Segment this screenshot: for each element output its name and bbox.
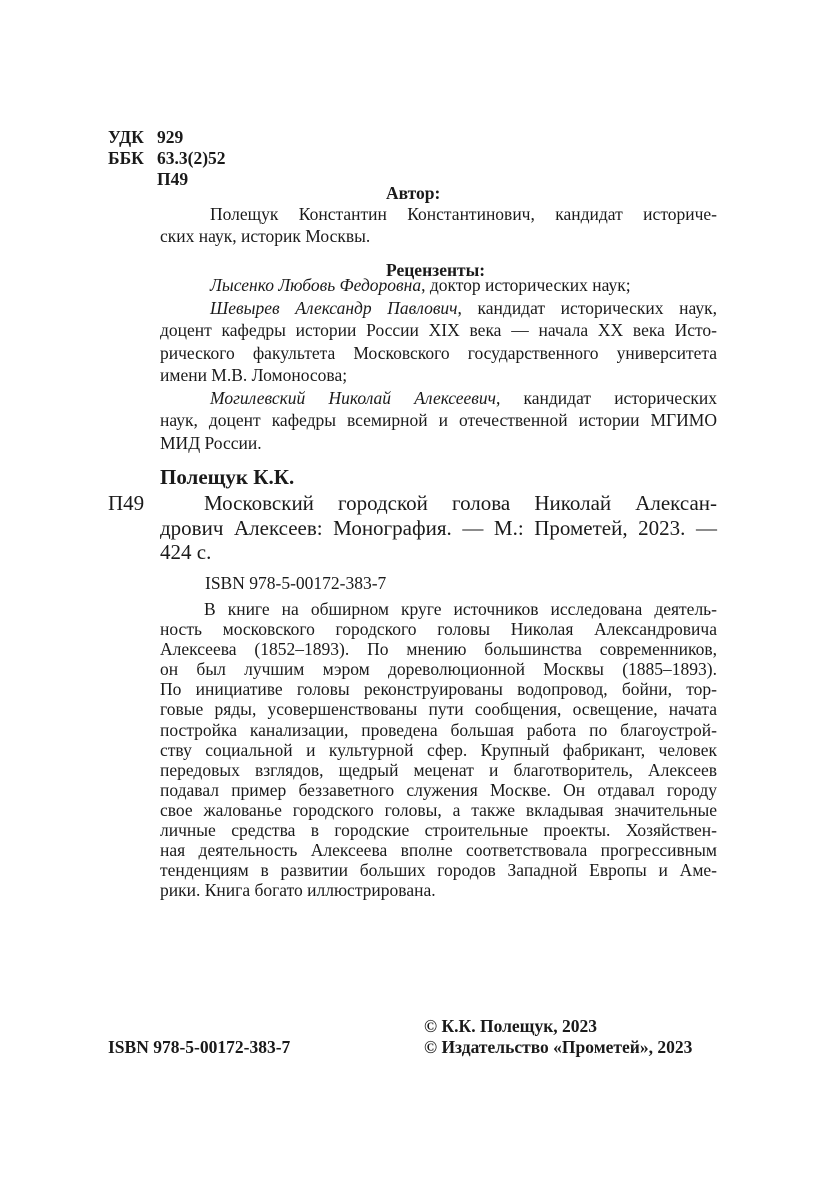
annotation-line: подавал пример беззаветного служения Москве. Он отдавал городу <box>160 779 717 800</box>
author-heading: Автор: <box>386 183 441 203</box>
reviewers-text <box>160 274 717 454</box>
annotation-line: В книге на обширном круге источников исследована деятель- <box>204 599 717 619</box>
reviewer-3-line: МИД России. <box>160 432 262 453</box>
copyright-author: © К.К. Полещук, 2023 <box>424 1016 598 1036</box>
reviewer-2-line: имени М.В. Ломоносова; <box>160 365 348 385</box>
reviewer-1-rest: , доктор исторических наук; <box>421 275 631 295</box>
annotation-line: говые ряды, усовершенствованы пути сообщения, освещение, начата <box>160 699 717 720</box>
author-line: ских наук, историк Москвы. <box>160 226 371 246</box>
bib-line: 424 с. <box>160 540 212 564</box>
bib-description <box>160 491 717 565</box>
annotation-line: По инициативе головы реконструированы водопровод, бойни, тор- <box>160 679 717 700</box>
reviewer-2 <box>160 297 717 320</box>
reviewer-3-line: наук, доцент кафедры всемирной и отечественной истории МГИМО <box>160 410 717 430</box>
bib-isbn: ISBN 978-5-00172-383-7 <box>205 573 387 593</box>
reviewer-1-name: Лысенко Любовь Федоровна <box>210 275 422 295</box>
annotation-line: постройка канализации, проведена большая работа по благоустрой- <box>160 719 717 740</box>
annotation-line: Алексеева (1852–1893). По мнению большинства современников, <box>160 639 717 660</box>
bib-author-heading: Полещук К.К. <box>160 465 295 489</box>
annotation-line: рики. Книга богато иллюстрирована. <box>160 880 436 901</box>
udk-label: УДК <box>108 127 144 147</box>
annotation-text <box>160 599 717 900</box>
bib-mark: П49 <box>108 491 145 515</box>
annotation-line: он был лучшим мэром дореволюционной Москвы (1885–1893). <box>160 659 717 680</box>
annotation-line: передовых взглядов, щедрый меценат и благотворитель, Алексеев <box>160 759 717 780</box>
bbk-row <box>108 148 226 169</box>
author-mark: П49 <box>157 169 189 189</box>
footer-isbn: ISBN 978-5-00172-383-7 <box>108 1037 291 1057</box>
annotation-line: ная деятельность Алексеева вполне соответствовала прогрессивным <box>160 840 717 861</box>
author-mark-row <box>108 169 226 190</box>
annotation-line: ность московского городского головы Николая Александровича <box>160 619 717 640</box>
annotation-line: тенденциям в развитии больших городов Западной Европы и Аме- <box>160 860 717 881</box>
reviewers-heading: Рецензенты: <box>386 260 486 280</box>
bib-line: Московский городской голова Николай Алексан- <box>204 491 717 515</box>
bib-line: дрович Алексеев: Монография. — М.: Прометей, 2023. — <box>160 515 717 540</box>
reviewer-2-line: доцент кафедры истории России XIX века — начала XX века Исто- <box>160 320 717 340</box>
author-line: Полещук Константин Константинович, кандидат историче- <box>210 204 717 224</box>
reviewer-3-rest: , кандидат исторических <box>496 387 717 408</box>
annotation-line: личные средства в городские строительные проекты. Хозяйствен- <box>160 820 717 841</box>
reviewer-1 <box>160 274 717 297</box>
reviewer-2-line: рического факультета Московского государственного университета <box>160 342 717 363</box>
annotation-line: ству социальной и культурной сфер. Крупный фабрикант, человек <box>160 739 717 760</box>
bbk-label: ББК <box>108 148 144 168</box>
reviewer-3-name: Могилевский Николай Алексеевич <box>210 387 496 408</box>
classification-block <box>108 127 226 190</box>
author-text <box>160 203 717 247</box>
reviewer-2-rest: , кандидат исторических наук, <box>457 297 717 318</box>
copyright-publisher: © Издательство «Прометей», 2023 <box>424 1037 693 1057</box>
reviewer-3 <box>160 387 717 410</box>
annotation-line: свое жалованье городского головы, а также вкладывая значительные <box>160 799 717 820</box>
udk-value: 929 <box>157 127 184 147</box>
udk-row <box>108 127 226 148</box>
reviewer-2-name: Шевырев Александр Павлович <box>210 297 458 318</box>
bbk-value: 63.3(2)52 <box>157 148 226 168</box>
